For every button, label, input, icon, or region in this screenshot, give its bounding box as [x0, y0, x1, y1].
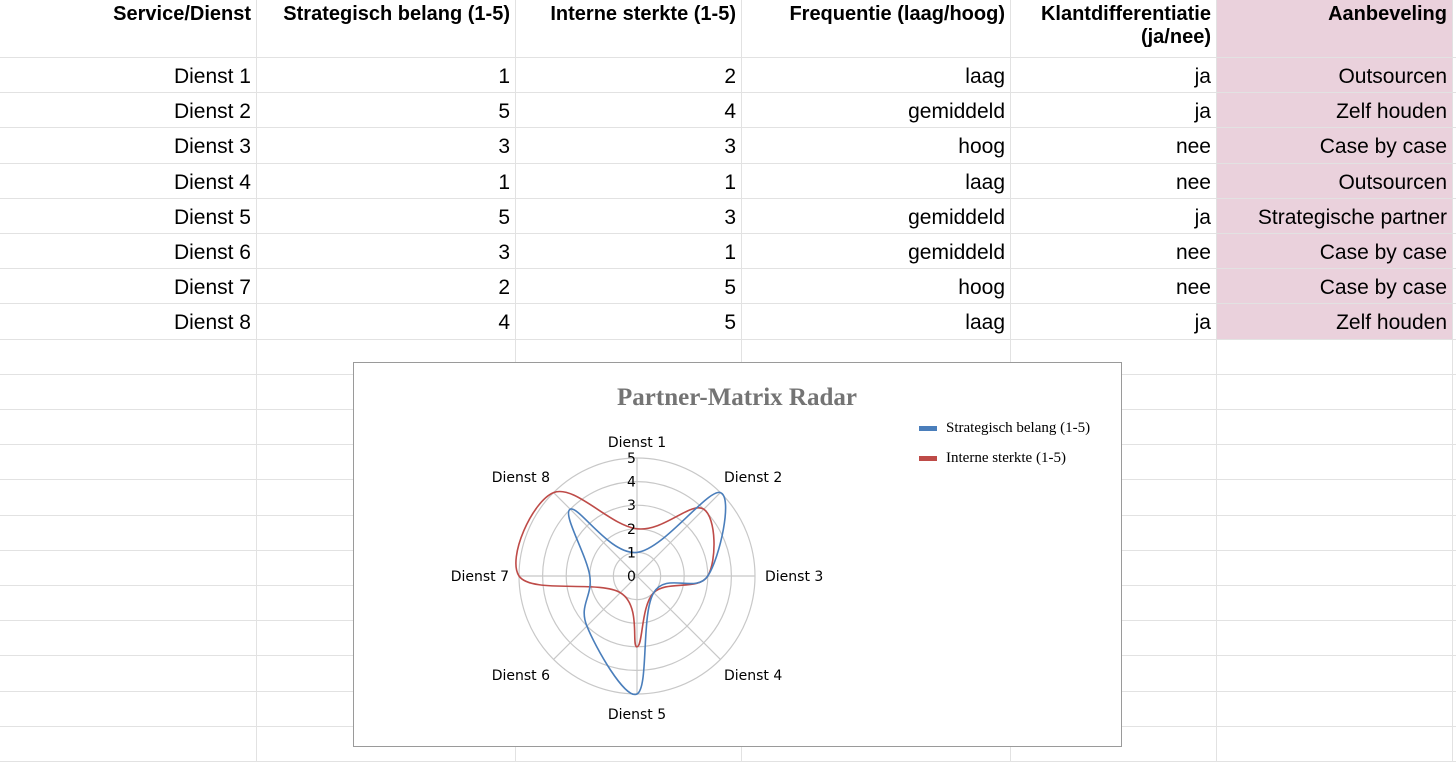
table-cell[interactable]: Dienst 5 — [173, 205, 251, 229]
radar-spoke — [637, 493, 720, 576]
radar-tick-label: 3 — [627, 498, 636, 515]
table-cell[interactable]: ja — [1194, 205, 1211, 229]
table-cell[interactable]: Dienst 3 — [173, 135, 251, 159]
series-line-1 — [568, 492, 725, 694]
table-cell[interactable]: 4 — [498, 311, 510, 335]
radar-category-label: Dienst 5 — [607, 707, 667, 723]
row-gridline — [0, 163, 1456, 164]
table-cell[interactable]: Case by case — [1319, 276, 1447, 300]
table-cell[interactable]: 3 — [724, 135, 736, 159]
row-gridline — [0, 57, 1456, 58]
table-cell[interactable]: 1 — [498, 170, 510, 194]
table-cell[interactable]: 4 — [724, 100, 736, 124]
radar-tick-label: 0 — [627, 569, 636, 585]
table-cell[interactable]: nee — [1175, 170, 1211, 194]
table-cell[interactable]: Dienst 2 — [173, 100, 251, 124]
table-cell[interactable]: hoog — [958, 135, 1005, 159]
table-cell[interactable]: laag — [965, 65, 1005, 88]
table-cell[interactable]: 1 — [724, 170, 736, 194]
chart-legend — [919, 420, 1090, 466]
legend-swatch — [919, 456, 937, 461]
radar-spoke — [554, 576, 637, 659]
table-cell[interactable]: 5 — [724, 311, 736, 335]
radar-tick-label: 4 — [627, 474, 636, 491]
row-gridline — [0, 339, 1456, 340]
header-cell[interactable]: Service/Dienst — [113, 3, 251, 25]
table-cell[interactable]: laag — [965, 311, 1005, 335]
table-cell[interactable]: 3 — [498, 135, 510, 159]
table-cell[interactable]: Dienst 1 — [173, 65, 251, 88]
table-cell[interactable]: hoog — [958, 276, 1005, 300]
row-gridline — [0, 127, 1456, 128]
radar-gridlines — [519, 458, 755, 694]
table-cell[interactable]: Outsourcen — [1338, 65, 1447, 88]
row-gridline — [0, 303, 1456, 304]
table-cell[interactable]: 3 — [724, 205, 736, 229]
table-cell[interactable]: Dienst 4 — [173, 170, 251, 194]
radar-tick-label: 1 — [627, 545, 636, 562]
header-cell[interactable]: Frequentie (laag/hoog) — [789, 3, 1005, 25]
table-cell[interactable]: ja — [1194, 100, 1211, 124]
table-cell[interactable]: nee — [1175, 135, 1211, 159]
table-cell[interactable]: Outsourcen — [1338, 170, 1447, 194]
header-cell[interactable]: Aanbeveling — [1328, 3, 1447, 25]
row-gridline — [0, 233, 1456, 234]
table-cell[interactable]: 1 — [724, 241, 736, 264]
header-cell[interactable]: Klantdifferentiatie (ja/nee) — [1040, 3, 1211, 48]
table-cell[interactable]: gemiddeld — [908, 100, 1005, 124]
legend-label: Strategisch belang (1-5) — [946, 420, 1091, 436]
table-cell[interactable]: gemiddeld — [908, 241, 1005, 264]
table-cell[interactable]: Case by case — [1319, 135, 1447, 159]
table-cell[interactable]: Dienst 6 — [173, 241, 251, 264]
table-cell[interactable]: ja — [1194, 65, 1211, 88]
table-cell[interactable]: 5 — [498, 205, 510, 229]
header-cell[interactable]: Strategisch belang (1-5) — [283, 3, 510, 25]
radar-category-label: Dienst 1 — [607, 435, 667, 451]
radar-chart[interactable] — [353, 362, 1122, 747]
table-cell[interactable]: Zelf houden — [1336, 311, 1447, 335]
radar-category-label: Dienst 3 — [765, 569, 824, 585]
header-cell[interactable]: Interne sterkte (1-5) — [550, 3, 736, 25]
row-gridline — [0, 92, 1456, 93]
radar-spoke — [554, 493, 637, 576]
radar-spoke — [637, 576, 720, 659]
radar-category-label: Dienst 6 — [491, 667, 551, 684]
table-cell[interactable]: nee — [1175, 276, 1211, 300]
table-cell[interactable]: 3 — [498, 241, 510, 264]
chart-title: Partner-Matrix Radar — [617, 384, 857, 411]
row-gridline — [0, 268, 1456, 269]
table-cell[interactable]: 5 — [724, 276, 736, 300]
table-cell[interactable]: Dienst 7 — [173, 276, 251, 300]
radar-tick-label: 2 — [627, 521, 636, 538]
table-cell[interactable]: 1 — [498, 65, 510, 88]
column-gridline — [1452, 0, 1453, 762]
table-cell[interactable]: ja — [1194, 311, 1211, 335]
legend-label: Interne sterkte (1-5) — [946, 450, 1066, 466]
table-cell[interactable]: 2 — [724, 65, 736, 88]
row-gridline — [0, 198, 1456, 199]
table-cell[interactable]: Zelf houden — [1336, 100, 1447, 124]
table-cell[interactable]: 2 — [498, 276, 510, 300]
radar-category-label: Dienst 7 — [450, 569, 509, 585]
radar-series-group — [516, 491, 726, 694]
table-cell[interactable]: gemiddeld — [908, 205, 1005, 229]
radar-category-label: Dienst 4 — [723, 667, 783, 684]
table-cell[interactable]: 5 — [498, 100, 510, 124]
radar-category-label: Dienst 8 — [491, 470, 551, 487]
table-cell[interactable]: Strategische partner — [1257, 205, 1447, 229]
legend-swatch — [919, 426, 937, 431]
table-cell[interactable]: Dienst 8 — [173, 311, 251, 335]
table-cell[interactable]: laag — [965, 170, 1005, 194]
radar-category-label: Dienst 2 — [723, 470, 783, 487]
radar-chart-canvas — [354, 363, 1123, 748]
table-cell[interactable]: Case by case — [1319, 241, 1447, 264]
radar-tick-labels — [627, 451, 636, 585]
radar-tick-label: 5 — [627, 451, 636, 467]
table-cell[interactable]: nee — [1175, 241, 1211, 264]
